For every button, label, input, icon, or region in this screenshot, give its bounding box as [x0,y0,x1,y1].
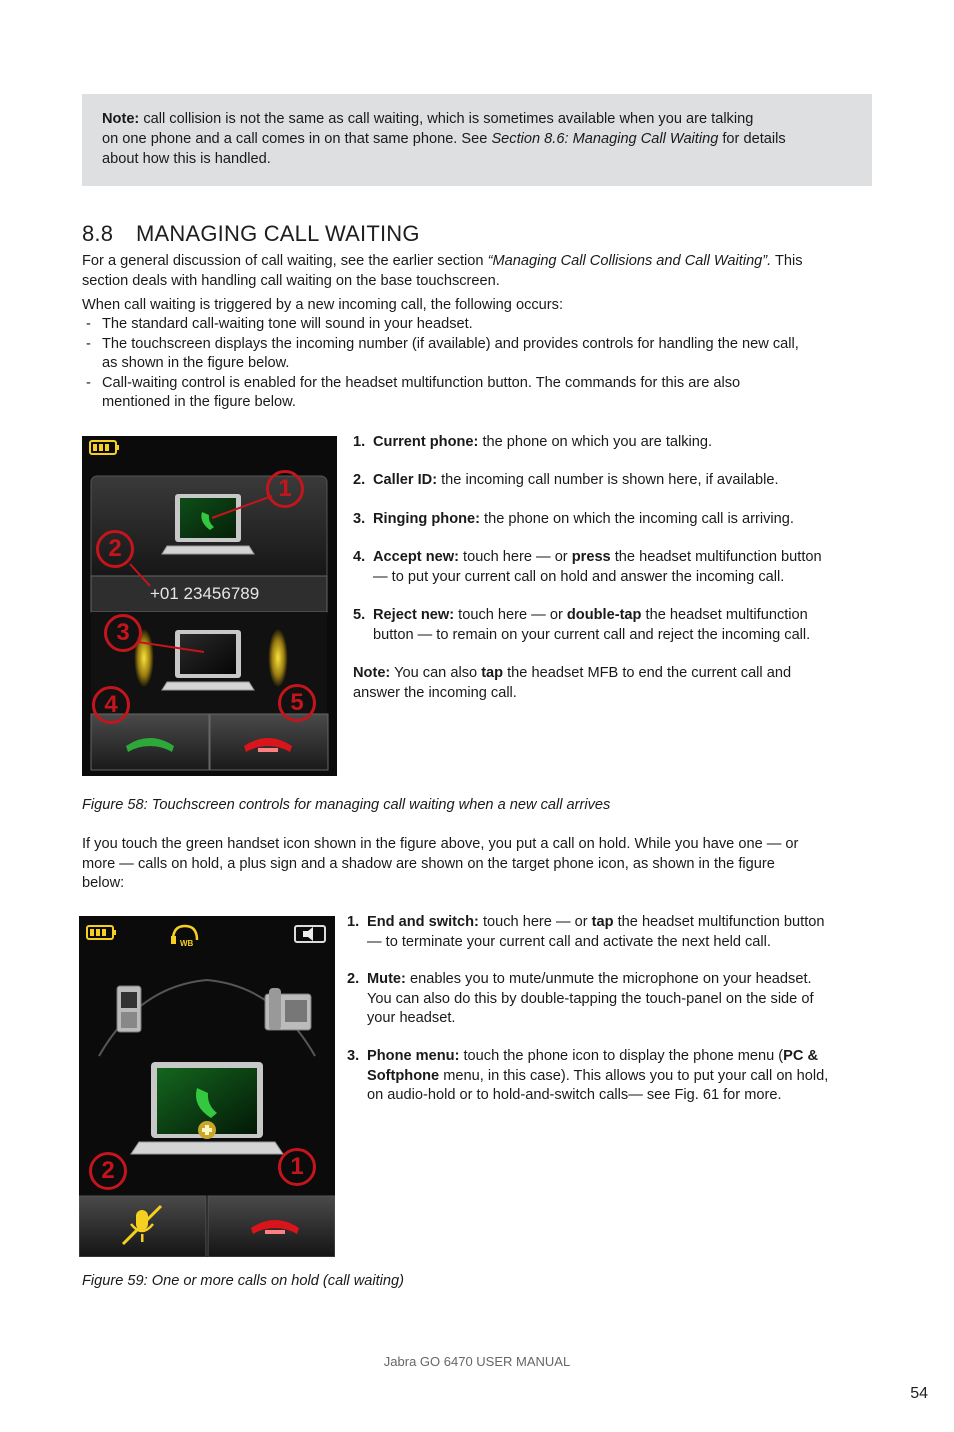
section-heading [82,220,420,248]
figure-58-legend: 1. Current phone: the phone on which you are talking. 2. Caller ID: the incoming call number is shown here, if available. 3. Ringing phone: the phone on which the incoming call is arriving. 4. Accept new: touch here — or press the headset multifunction button — to put your current call on hold and answer the incoming call. 5. Reject new: touch here — or double-tap the headset multifunction button — to remain on your current call and reject the incoming call. Note: You can also tap the headset MFB to end the current call and answer the incoming call. [353,433,873,713]
battery-icon [87,926,116,939]
touchscreen-graphic [79,916,335,1257]
marker-1: 1 [266,470,304,508]
note-box [82,94,872,186]
plus-icon [198,1121,216,1139]
bullet-list: - The standard call-waiting tone will sound in your headset. - The touchscreen displays the incoming number (if available) and provides controls for handling the new call, as shown in the figure below. - Call-waiting control is enabled for the headset multifunction button. The commands for this are also mentioned in the figure below. [86,316,799,410]
figure-59-legend: 1. End and switch: touch here — or tap the headset multifunction button — to terminate your current call and activate the next held call. 2. Mute: enables you to mute/unmute the microphone on your headset. You can also do this by double-tapping the touch-panel on the side of your headset. 3. Phone menu: touch the phone icon to display the phone menu (PC & Softphone menu, in this case). This allows you to put your call on hold, on audio-hold or to hold-and-switch calls— see Fig. 61 for more. [347,914,829,1103]
note-line-2: on one phone and a call comes in on that same phone. See Section 8.6: Managing Call Waiting for details [102,131,786,147]
marker-2: 2 [96,530,134,568]
mobile-phone-icon[interactable] [117,986,141,1032]
note-line-3: about how this is handled. [102,151,271,167]
footer-manual-title: Jabra GO 6470 USER MANUAL [383,1354,571,1369]
desk-phone-icon[interactable] [265,988,311,1030]
section-number: 8.8 [82,221,114,246]
legend-note: Note: You can also tap the headset MFB to end the current call and answer the incoming call. [353,665,792,701]
svg-text:WB: WB [180,939,194,948]
headset-wb-icon [171,926,197,948]
figure-59-touchscreen [79,916,335,1257]
note-line-1: Note: call collision is not the same as call waiting, which is sometimes available when you are talking [102,111,754,127]
figure-59-caption: Figure 59: One or more calls on hold (call waiting) [82,1273,405,1289]
marker-5: 5 [278,684,316,722]
intro-paragraph: For a general discussion of call waiting, see the earlier section “Managing Call Collisions and Call Waiting”. This section deals with handling call waiting on the base touchscreen. [82,253,803,289]
marker-4: 4 [92,686,130,724]
ring-glow-right [268,628,288,688]
section-reference: Section 8.6: Managing Call Waiting [491,131,719,147]
marker-3: 3 [104,614,142,652]
section-title: MANAGING CALL WAITING [136,221,420,246]
speaker-icon [295,926,325,942]
marker-2: 2 [89,1152,127,1190]
caller-number: +01 23456789 [150,584,260,603]
page-number: 54 [910,1385,928,1402]
figure-58-touchscreen [82,436,337,776]
figure-58-caption: Figure 58: Touchscreen controls for managing call waiting when a new call arrives [82,797,611,813]
hold-paragraph: If you touch the green handset icon shown in the figure above, you put a call on hold. While you have one — or more — calls on hold, a plus sign and a shadow are shown on the target phone icon, as shown in the figure below: [82,836,799,891]
note-label: Note: [102,111,140,127]
marker-1: 1 [278,1148,316,1186]
battery-icon [90,441,119,454]
trigger-paragraph: When call waiting is triggered by a new incoming call, the following occurs: [82,297,564,313]
